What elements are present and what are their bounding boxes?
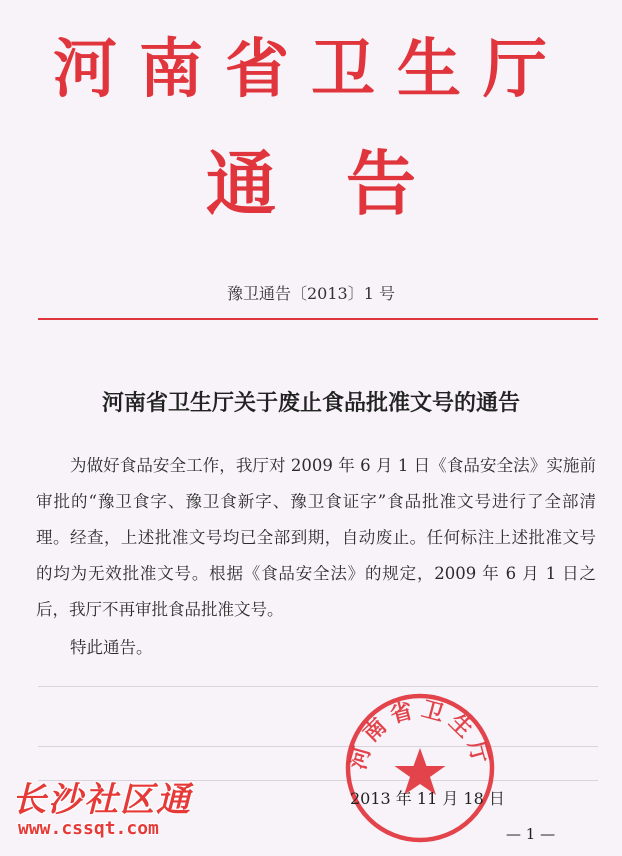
red-divider-line [38,318,598,320]
watermark-site-name: 长沙社区通 [12,780,192,820]
official-seal [342,690,498,846]
issuing-organization: 河南省卫生厅 [53,32,569,107]
notice-body: 为做好食品安全工作，我厅对 2009 年 6 月 1 日《食品安全法》实施前审批的“豫卫食字、豫卫食新字、豫卫食证字”食品批准文号进行了全部清理。经查，上述批准文号均已全部到期，自动废止。任何标注上述批准文号的均为无效批准文号。根据《食品安全法》的规定，2009 年 6 月 1 日之后，我厅不再审批食品批准文号。 [36,456,596,619]
page-number: — 1 — [506,825,556,843]
document-type: 通告 [206,142,486,225]
issue-date: 2013 年 11 月 18 日 [350,789,505,808]
document-number: 豫卫通告〔2013〕1 号 [227,284,395,303]
notice-closing: 特此通告。 [70,638,153,657]
bleed-through-rule [38,746,598,747]
seal-text: 河南省卫生厅 [344,696,496,773]
bleed-through-rule [38,686,598,687]
notice-title: 河南省卫生厅关于废止食品批准文号的通告 [101,390,520,416]
watermark-url: www.cssqt.com [18,818,159,839]
